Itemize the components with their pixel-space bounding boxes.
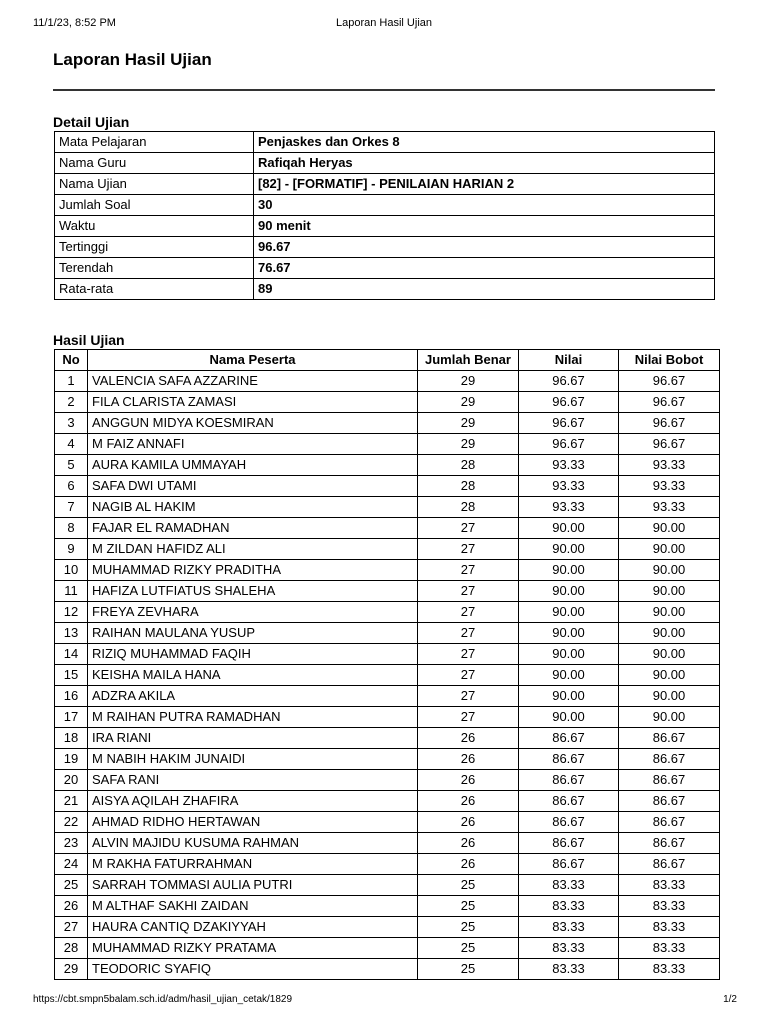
- cell-nilai-bobot: 90.00: [619, 623, 720, 644]
- detail-value: 90 menit: [254, 216, 715, 237]
- cell-nilai-bobot: 96.67: [619, 413, 720, 434]
- table-row: [55, 959, 720, 980]
- cell-nilai: 96.67: [519, 392, 619, 413]
- table-row: [55, 560, 720, 581]
- cell-nama-peserta: KEISHA MAILA HANA: [88, 665, 418, 686]
- cell-jumlah-benar: 29: [418, 434, 519, 455]
- cell-nama-peserta: IRA RIANI: [88, 728, 418, 749]
- cell-jumlah-benar: 26: [418, 854, 519, 875]
- cell-nilai: 83.33: [519, 959, 619, 980]
- table-row: [55, 854, 720, 875]
- cell-nilai-bobot: 96.67: [619, 434, 720, 455]
- cell-jumlah-benar: 26: [418, 728, 519, 749]
- detail-label: Waktu: [55, 216, 254, 237]
- cell-nama-peserta: VALENCIA SAFA AZZARINE: [88, 371, 418, 392]
- cell-nilai-bobot: 90.00: [619, 707, 720, 728]
- cell-nilai: 90.00: [519, 518, 619, 539]
- table-row: [55, 413, 720, 434]
- table-row: [55, 791, 720, 812]
- cell-jumlah-benar: 28: [418, 476, 519, 497]
- detail-value: [82] - [FORMATIF] - PENILAIAN HARIAN 2: [254, 174, 715, 195]
- cell-nama-peserta: AHMAD RIDHO HERTAWAN: [88, 812, 418, 833]
- cell-no: 25: [55, 875, 88, 896]
- cell-nilai-bobot: 90.00: [619, 644, 720, 665]
- table-row: [55, 476, 720, 497]
- cell-nilai: 90.00: [519, 707, 619, 728]
- table-row: [55, 665, 720, 686]
- cell-nilai: 90.00: [519, 581, 619, 602]
- cell-nama-peserta: M RAIHAN PUTRA RAMADHAN: [88, 707, 418, 728]
- detail-value: Rafiqah Heryas: [254, 153, 715, 174]
- cell-no: 20: [55, 770, 88, 791]
- table-row: [55, 749, 720, 770]
- detail-value: 30: [254, 195, 715, 216]
- detail-row: [55, 258, 715, 279]
- cell-nilai: 90.00: [519, 560, 619, 581]
- table-row: [55, 581, 720, 602]
- cell-jumlah-benar: 25: [418, 896, 519, 917]
- cell-nilai-bobot: 90.00: [619, 581, 720, 602]
- cell-nilai: 86.67: [519, 854, 619, 875]
- cell-jumlah-benar: 25: [418, 875, 519, 896]
- cell-no: 27: [55, 917, 88, 938]
- table-row: [55, 938, 720, 959]
- cell-nama-peserta: SAFA DWI UTAMI: [88, 476, 418, 497]
- cell-jumlah-benar: 27: [418, 602, 519, 623]
- cell-no: 18: [55, 728, 88, 749]
- cell-jumlah-benar: 27: [418, 581, 519, 602]
- cell-no: 15: [55, 665, 88, 686]
- cell-no: 10: [55, 560, 88, 581]
- results-header-row: [55, 350, 720, 371]
- cell-jumlah-benar: 25: [418, 959, 519, 980]
- cell-no: 21: [55, 791, 88, 812]
- detail-label: Jumlah Soal: [55, 195, 254, 216]
- cell-nilai-bobot: 83.33: [619, 959, 720, 980]
- cell-no: 16: [55, 686, 88, 707]
- cell-nilai: 90.00: [519, 539, 619, 560]
- detail-label: Rata-rata: [55, 279, 254, 300]
- detail-row: [55, 153, 715, 174]
- table-row: [55, 728, 720, 749]
- cell-jumlah-benar: 28: [418, 497, 519, 518]
- cell-jumlah-benar: 27: [418, 644, 519, 665]
- cell-nilai: 86.67: [519, 833, 619, 854]
- detail-label: Nama Ujian: [55, 174, 254, 195]
- cell-nilai-bobot: 96.67: [619, 392, 720, 413]
- table-row: [55, 518, 720, 539]
- cell-jumlah-benar: 28: [418, 455, 519, 476]
- cell-nilai: 93.33: [519, 497, 619, 518]
- cell-jumlah-benar: 26: [418, 833, 519, 854]
- cell-nilai-bobot: 93.33: [619, 455, 720, 476]
- detail-value: 89: [254, 279, 715, 300]
- detail-row: [55, 216, 715, 237]
- cell-jumlah-benar: 29: [418, 371, 519, 392]
- cell-nama-peserta: HAURA CANTIQ DZAKIYYAH: [88, 917, 418, 938]
- cell-nilai-bobot: 86.67: [619, 854, 720, 875]
- table-row: [55, 770, 720, 791]
- cell-no: 2: [55, 392, 88, 413]
- cell-nama-peserta: ALVIN MAJIDU KUSUMA RAHMAN: [88, 833, 418, 854]
- cell-no: 7: [55, 497, 88, 518]
- cell-nama-peserta: HAFIZA LUTFIATUS SHALEHA: [88, 581, 418, 602]
- title-divider: [53, 89, 715, 91]
- cell-nilai-bobot: 86.67: [619, 791, 720, 812]
- detail-row: [55, 174, 715, 195]
- table-row: [55, 812, 720, 833]
- cell-no: 14: [55, 644, 88, 665]
- cell-nilai: 83.33: [519, 896, 619, 917]
- cell-no: 24: [55, 854, 88, 875]
- cell-no: 22: [55, 812, 88, 833]
- cell-nilai-bobot: 90.00: [619, 665, 720, 686]
- cell-nama-peserta: NAGIB AL HAKIM: [88, 497, 418, 518]
- cell-jumlah-benar: 27: [418, 686, 519, 707]
- table-row: [55, 833, 720, 854]
- cell-nilai-bobot: 83.33: [619, 917, 720, 938]
- detail-table: [54, 131, 715, 300]
- detail-value: 76.67: [254, 258, 715, 279]
- cell-nilai: 86.67: [519, 749, 619, 770]
- table-row: [55, 896, 720, 917]
- cell-nama-peserta: TEODORIC SYAFIQ: [88, 959, 418, 980]
- cell-nilai-bobot: 93.33: [619, 497, 720, 518]
- table-row: [55, 371, 720, 392]
- column-header-no: No: [55, 350, 88, 371]
- detail-label: Tertinggi: [55, 237, 254, 258]
- cell-no: 4: [55, 434, 88, 455]
- cell-nama-peserta: M ZILDAN HAFIDZ ALI: [88, 539, 418, 560]
- cell-jumlah-benar: 26: [418, 770, 519, 791]
- cell-no: 13: [55, 623, 88, 644]
- print-datetime: 11/1/23, 8:52 PM: [33, 17, 116, 29]
- cell-nilai: 86.67: [519, 812, 619, 833]
- cell-no: 29: [55, 959, 88, 980]
- cell-nilai: 83.33: [519, 917, 619, 938]
- cell-nama-peserta: ADZRA AKILA: [88, 686, 418, 707]
- cell-nama-peserta: RIZIQ MUHAMMAD FAQIH: [88, 644, 418, 665]
- cell-nama-peserta: M RAKHA FATURRAHMAN: [88, 854, 418, 875]
- cell-nama-peserta: M ALTHAF SAKHI ZAIDAN: [88, 896, 418, 917]
- cell-nama-peserta: FAJAR EL RAMADHAN: [88, 518, 418, 539]
- table-row: [55, 707, 720, 728]
- cell-jumlah-benar: 27: [418, 560, 519, 581]
- cell-no: 3: [55, 413, 88, 434]
- cell-nilai: 90.00: [519, 623, 619, 644]
- cell-no: 5: [55, 455, 88, 476]
- table-row: [55, 434, 720, 455]
- cell-nilai: 86.67: [519, 770, 619, 791]
- cell-jumlah-benar: 26: [418, 812, 519, 833]
- cell-jumlah-benar: 26: [418, 791, 519, 812]
- cell-nama-peserta: M NABIH HAKIM JUNAIDI: [88, 749, 418, 770]
- cell-nilai-bobot: 86.67: [619, 770, 720, 791]
- cell-nilai-bobot: 90.00: [619, 686, 720, 707]
- cell-no: 19: [55, 749, 88, 770]
- page-title: Laporan Hasil Ujian: [53, 50, 212, 69]
- detail-label: Nama Guru: [55, 153, 254, 174]
- cell-jumlah-benar: 29: [418, 413, 519, 434]
- cell-no: 26: [55, 896, 88, 917]
- detail-value: Penjaskes dan Orkes 8: [254, 132, 715, 153]
- cell-nilai-bobot: 86.67: [619, 728, 720, 749]
- cell-nilai: 90.00: [519, 644, 619, 665]
- detail-row: [55, 195, 715, 216]
- cell-no: 6: [55, 476, 88, 497]
- cell-nilai: 93.33: [519, 455, 619, 476]
- column-header-jumlah-benar: Jumlah Benar: [418, 350, 519, 371]
- cell-nilai: 93.33: [519, 476, 619, 497]
- cell-nama-peserta: MUHAMMAD RIZKY PRATAMA: [88, 938, 418, 959]
- results-heading: Hasil Ujian: [53, 332, 125, 348]
- cell-jumlah-benar: 27: [418, 707, 519, 728]
- table-row: [55, 455, 720, 476]
- cell-nilai-bobot: 90.00: [619, 539, 720, 560]
- cell-nama-peserta: RAIHAN MAULANA YUSUP: [88, 623, 418, 644]
- cell-no: 9: [55, 539, 88, 560]
- page-number: 1/2: [723, 994, 737, 1005]
- cell-nama-peserta: M FAIZ ANNAFI: [88, 434, 418, 455]
- table-row: [55, 497, 720, 518]
- table-row: [55, 602, 720, 623]
- cell-nama-peserta: AURA KAMILA UMMAYAH: [88, 455, 418, 476]
- cell-nama-peserta: SARRAH TOMMASI AULIA PUTRI: [88, 875, 418, 896]
- cell-nilai-bobot: 90.00: [619, 560, 720, 581]
- print-header-title: Laporan Hasil Ujian: [336, 17, 432, 29]
- cell-nama-peserta: SAFA RANI: [88, 770, 418, 791]
- cell-no: 28: [55, 938, 88, 959]
- table-row: [55, 392, 720, 413]
- cell-no: 1: [55, 371, 88, 392]
- cell-nilai-bobot: 86.67: [619, 812, 720, 833]
- detail-row: [55, 132, 715, 153]
- cell-nilai-bobot: 96.67: [619, 371, 720, 392]
- cell-jumlah-benar: 27: [418, 623, 519, 644]
- cell-no: 17: [55, 707, 88, 728]
- table-row: [55, 539, 720, 560]
- detail-heading: Detail Ujian: [53, 114, 130, 130]
- table-row: [55, 644, 720, 665]
- cell-nilai-bobot: 93.33: [619, 476, 720, 497]
- cell-nama-peserta: AISYA AQILAH ZHAFIRA: [88, 791, 418, 812]
- cell-nama-peserta: FREYA ZEVHARA: [88, 602, 418, 623]
- results-table: [54, 349, 720, 980]
- print-url: https://cbt.smpn5balam.sch.id/adm/hasil_ujian_cetak/1829: [33, 994, 293, 1005]
- cell-nilai-bobot: 83.33: [619, 896, 720, 917]
- detail-row: [55, 237, 715, 258]
- cell-nama-peserta: FILA CLARISTA ZAMASI: [88, 392, 418, 413]
- cell-nama-peserta: MUHAMMAD RIZKY PRADITHA: [88, 560, 418, 581]
- cell-nilai: 83.33: [519, 875, 619, 896]
- column-header-nama-peserta: Nama Peserta: [88, 350, 418, 371]
- cell-nilai-bobot: 83.33: [619, 875, 720, 896]
- cell-nilai: 90.00: [519, 686, 619, 707]
- cell-nilai: 90.00: [519, 665, 619, 686]
- detail-label: Mata Pelajaran: [55, 132, 254, 153]
- detail-label: Terendah: [55, 258, 254, 279]
- cell-nilai: 96.67: [519, 434, 619, 455]
- cell-no: 23: [55, 833, 88, 854]
- cell-nilai: 86.67: [519, 791, 619, 812]
- cell-no: 11: [55, 581, 88, 602]
- cell-jumlah-benar: 27: [418, 665, 519, 686]
- cell-nilai-bobot: 90.00: [619, 518, 720, 539]
- cell-nilai: 83.33: [519, 938, 619, 959]
- detail-value: 96.67: [254, 237, 715, 258]
- cell-jumlah-benar: 25: [418, 917, 519, 938]
- cell-nilai-bobot: 86.67: [619, 749, 720, 770]
- cell-no: 12: [55, 602, 88, 623]
- detail-row: [55, 279, 715, 300]
- cell-jumlah-benar: 29: [418, 392, 519, 413]
- cell-jumlah-benar: 26: [418, 749, 519, 770]
- print-header: [0, 0, 768, 40]
- column-header-nilai-bobot: Nilai Bobot: [619, 350, 720, 371]
- cell-nilai: 86.67: [519, 728, 619, 749]
- cell-nilai-bobot: 86.67: [619, 833, 720, 854]
- cell-nilai: 96.67: [519, 371, 619, 392]
- cell-no: 8: [55, 518, 88, 539]
- cell-jumlah-benar: 27: [418, 518, 519, 539]
- cell-nilai-bobot: 83.33: [619, 938, 720, 959]
- table-row: [55, 917, 720, 938]
- table-row: [55, 623, 720, 644]
- column-header-nilai: Nilai: [519, 350, 619, 371]
- cell-nama-peserta: ANGGUN MIDYA KOESMIRAN: [88, 413, 418, 434]
- cell-jumlah-benar: 25: [418, 938, 519, 959]
- table-row: [55, 875, 720, 896]
- cell-jumlah-benar: 27: [418, 539, 519, 560]
- cell-nilai: 90.00: [519, 602, 619, 623]
- cell-nilai: 96.67: [519, 413, 619, 434]
- cell-nilai-bobot: 90.00: [619, 602, 720, 623]
- table-row: [55, 686, 720, 707]
